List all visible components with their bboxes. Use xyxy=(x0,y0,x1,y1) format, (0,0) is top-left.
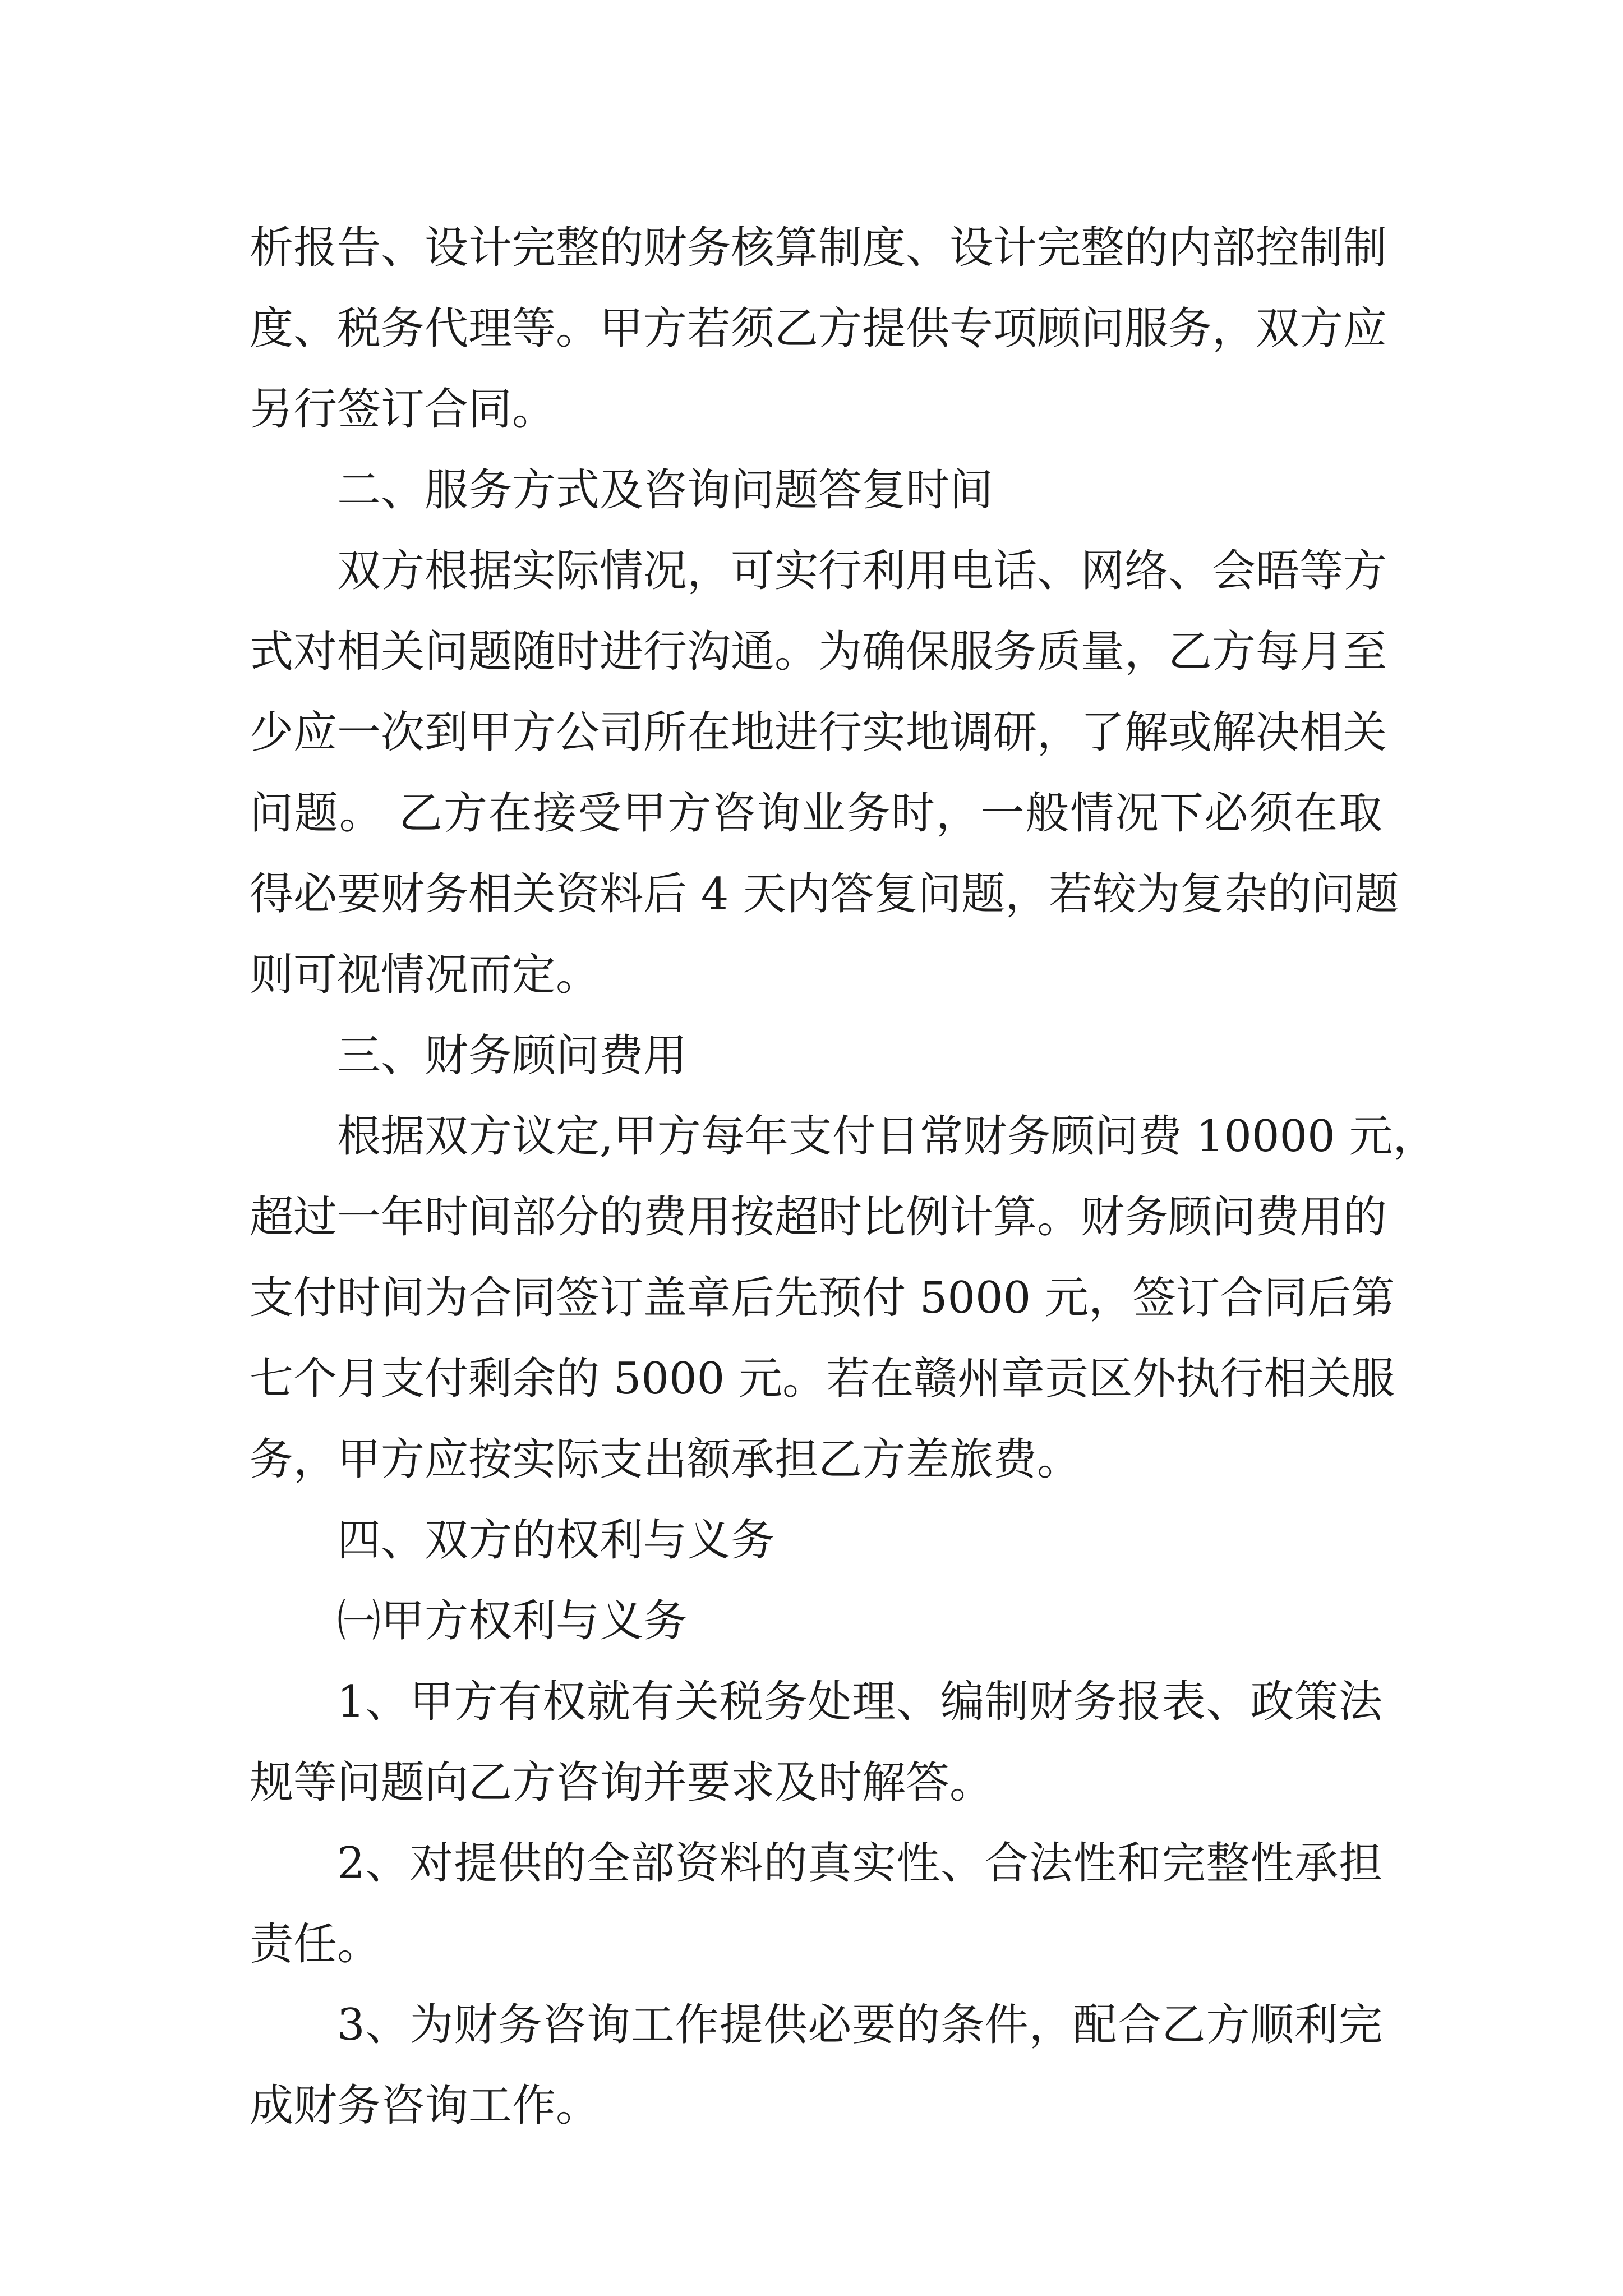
text-line: 度、税务代理等。甲方若须乙方提供专项顾问服务，双方应 xyxy=(250,303,1387,354)
text-line: 责任。 xyxy=(250,1919,381,1970)
text-line: 支付时间为合同签订盖章后先预付 5000 元，签订合同后第 xyxy=(250,1273,1395,1323)
text-line: 2、对提供的全部资料的真实性、合法性和完整性承担 xyxy=(337,1838,1382,1889)
text-line: 问题。 乙方在接受甲方咨询业务时，一般情况下必须在取 xyxy=(250,788,1382,839)
text-line: 3、为财务咨询工作提供必要的条件，配合乙方顺利完 xyxy=(337,2000,1382,2050)
text-line: 三、财务顾问费用 xyxy=(337,1030,688,1081)
text-line: 另行签订合同。 xyxy=(250,384,556,435)
text-line: 务，甲方应按实际支出额承担乙方差旅费。 xyxy=(250,1434,1081,1485)
text-line: 根据双方议定,甲方每年支付日常财务顾问费 10000 元， xyxy=(337,1111,1437,1162)
text-line: 1、甲方有权就有关税务处理、编制财务报表、政策法 xyxy=(337,1677,1382,1727)
text-line: 七个月支付剩余的 5000 元。若在赣州章贡区外执行相关服 xyxy=(250,1354,1395,1404)
document-body xyxy=(250,208,1437,2146)
text-line: 超过一年时间部分的费用按超时比例计算。财务顾问费用的 xyxy=(250,1192,1387,1243)
text-line: 双方根据实际情况，可实行利用电话、网络、会晤等方 xyxy=(337,546,1387,596)
text-line: 成财务咨询工作。 xyxy=(250,2081,600,2131)
text-line: ㈠甲方权利与义务 xyxy=(337,1596,688,1646)
text-line: 规等问题向乙方咨询并要求及时解答。 xyxy=(250,1757,994,1808)
text-line: 式对相关问题随时进行沟通。为确保服务质量，乙方每月至 xyxy=(250,627,1387,677)
text-line: 少应一次到甲方公司所在地进行实地调研，了解或解决相关 xyxy=(250,707,1387,758)
text-line: 析报告、设计完整的财务核算制度、设计完整的内部控制制 xyxy=(250,223,1387,273)
text-line: 则可视情况而定。 xyxy=(250,950,600,1000)
text-line: 四、双方的权利与义务 xyxy=(337,1515,775,1566)
text-line: 得必要财务相关资料后 4 天内答复问题，若较为复杂的问题 xyxy=(250,869,1399,919)
text-line: 二、服务方式及咨询问题答复时间 xyxy=(337,465,994,516)
